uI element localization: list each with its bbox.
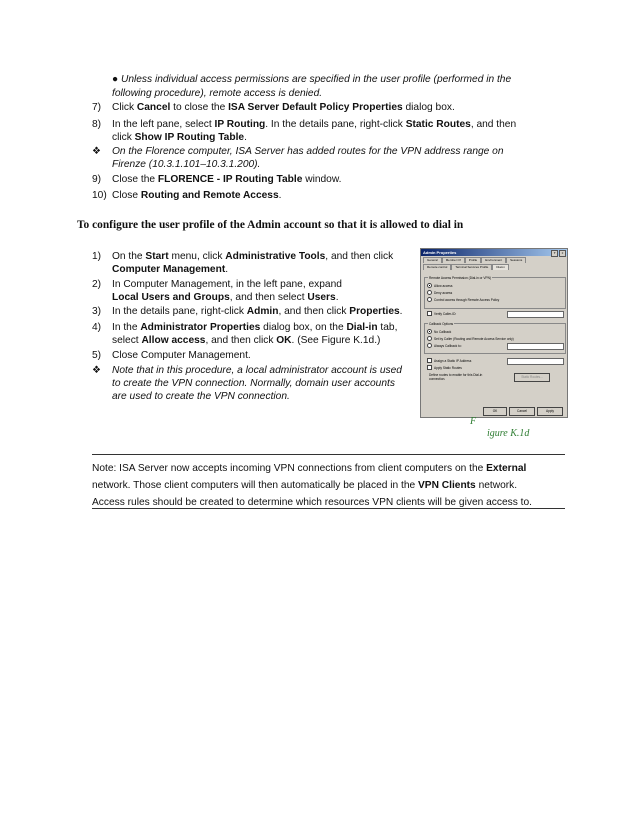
tab-sessions[interactable]: Sessions: [506, 257, 526, 263]
section-heading: To configure the user profile of the Admin account so that it is allowed to dial in: [77, 219, 464, 231]
tab-terminal-services-profile[interactable]: Terminal Services Profile: [451, 264, 492, 270]
step-8-text-line1: In the left pane, select IP Routing. In the details pane, right-click Static Routes, and then: [112, 119, 517, 130]
note-line2: network. Those client computers will then automatically be placed in the VPN Clients network.: [92, 480, 518, 491]
figure-caption-f: F: [470, 416, 477, 427]
tab-remote-control[interactable]: Remote control: [423, 264, 451, 270]
florence-note-line2: Firenze (10.3.1.101–10.3.1.200).: [112, 159, 261, 170]
help-icon[interactable]: ?: [551, 250, 558, 257]
proc-2-line1: In Computer Management, in the left pane, expand: [112, 279, 342, 290]
define-routes-text: Define routes to enable for this Dial-in connection.: [429, 373, 483, 381]
remote-access-permission-group: Remote Access Permission (Dial-in or VPN): [424, 277, 566, 309]
bullet-note-line2: following procedure), remote access is denied.: [112, 88, 323, 99]
proc-2-number: 2): [92, 279, 102, 290]
callback-number-field[interactable]: [507, 343, 564, 350]
callback-options-group: Callback Options: [424, 323, 566, 354]
florence-note-line1: On the Florence computer, ISA Server has added routes for the VPN address range on: [112, 146, 504, 157]
no-callback-radio[interactable]: No Callback: [427, 329, 451, 334]
step-7-text: Click Cancel to close the ISA Server Default Policy Properties dialog box.: [112, 102, 455, 113]
proc-4-line2: select Allow access, and then click OK. (See Figure K.1d.): [112, 335, 381, 346]
static-routes-button[interactable]: Static Routes...: [514, 373, 550, 382]
tab-general[interactable]: General: [423, 257, 442, 263]
close-icon[interactable]: ×: [559, 250, 566, 257]
proc-4-number: 4): [92, 322, 102, 333]
note-line3: Access rules should be created to determine which resources VPN clients will be given access to.: [92, 497, 532, 508]
cancel-button[interactable]: Cancel: [509, 407, 535, 416]
proc-5-number: 5): [92, 350, 102, 361]
proc-5-line1: Close Computer Management.: [112, 350, 251, 361]
diamond-bullet-icon: ❖: [92, 146, 101, 157]
note-line1: Note: ISA Server now accepts incoming VPN connections from client computers on the External: [92, 463, 527, 474]
step-9-number: 9): [92, 174, 102, 185]
apply-static-routes-checkbox[interactable]: Apply Static Routes: [427, 365, 462, 370]
proc-note-line3: are used to create the VPN connection.: [112, 391, 290, 402]
step-7-number: 7): [92, 102, 102, 113]
bullet-dot: ●: [112, 74, 121, 85]
diamond-bullet-icon: ❖: [92, 365, 101, 376]
proc-note-line2: to create the VPN connection. Normally, domain user accounts: [112, 378, 395, 389]
ok-button[interactable]: OK: [483, 407, 507, 416]
step-8-text-line2: click Show IP Routing Table.: [112, 132, 247, 143]
note-top-rule: [92, 454, 565, 455]
tab-row-2: [421, 264, 567, 270]
always-callback-radio[interactable]: Always Callback to:: [427, 343, 462, 348]
proc-2-line2: Local Users and Groups, and then select Users.: [112, 292, 339, 303]
proc-1-number: 1): [92, 251, 102, 262]
tab-dial-in[interactable]: Dial-in: [492, 264, 509, 270]
dialog-title-bar: Admin Properties ? ×: [421, 249, 567, 256]
tab-member-of[interactable]: Member Of: [442, 257, 465, 263]
tab-profile[interactable]: Profile: [465, 257, 482, 263]
allow-access-radio[interactable]: Allow access: [427, 283, 452, 288]
step-10-number: 10): [92, 190, 107, 201]
deny-access-radio[interactable]: Deny access: [427, 290, 452, 295]
note-box: [92, 460, 562, 511]
verify-caller-id-checkbox[interactable]: Verify Caller-ID:: [427, 311, 456, 316]
step-10-text: Close Routing and Remote Access.: [112, 190, 282, 201]
proc-1-line1: On the Start menu, click Administrative Tools, and then click: [112, 251, 394, 262]
control-access-policy-radio[interactable]: Control access through Remote Access Policy: [427, 297, 499, 302]
assign-static-ip-checkbox[interactable]: Assign a Static IP Address: [427, 358, 471, 363]
step-8-number: 8): [92, 119, 102, 130]
tab-environment[interactable]: Environment: [481, 257, 506, 263]
note-bottom-rule: [92, 508, 565, 509]
tab-row-1: [421, 257, 567, 263]
static-ip-field[interactable]: [507, 358, 564, 365]
proc-3-line1: In the details pane, right-click Admin, and then click Properties.: [112, 306, 403, 317]
apply-button[interactable]: Apply: [537, 407, 563, 416]
caller-id-field[interactable]: [507, 311, 564, 318]
step-9-text: Close the FLORENCE - IP Routing Table window.: [112, 174, 342, 185]
figure-caption: igure K.1d: [487, 428, 530, 439]
proc-1-line2: Computer Management.: [112, 264, 229, 275]
admin-properties-dialog-figure: [420, 248, 568, 418]
proc-3-number: 3): [92, 306, 102, 317]
proc-4-line1: In the Administrator Properties dialog box, on the Dial-in tab,: [112, 322, 398, 333]
bullet-note-line1: ● Unless individual access permissions are specified in the user profile (performed in the: [112, 74, 512, 85]
proc-note-line1: Note that in this procedure, a local administrator account is used: [112, 365, 402, 376]
set-by-caller-radio[interactable]: Set by Caller (Routing and Remote Access Service only): [427, 336, 514, 341]
